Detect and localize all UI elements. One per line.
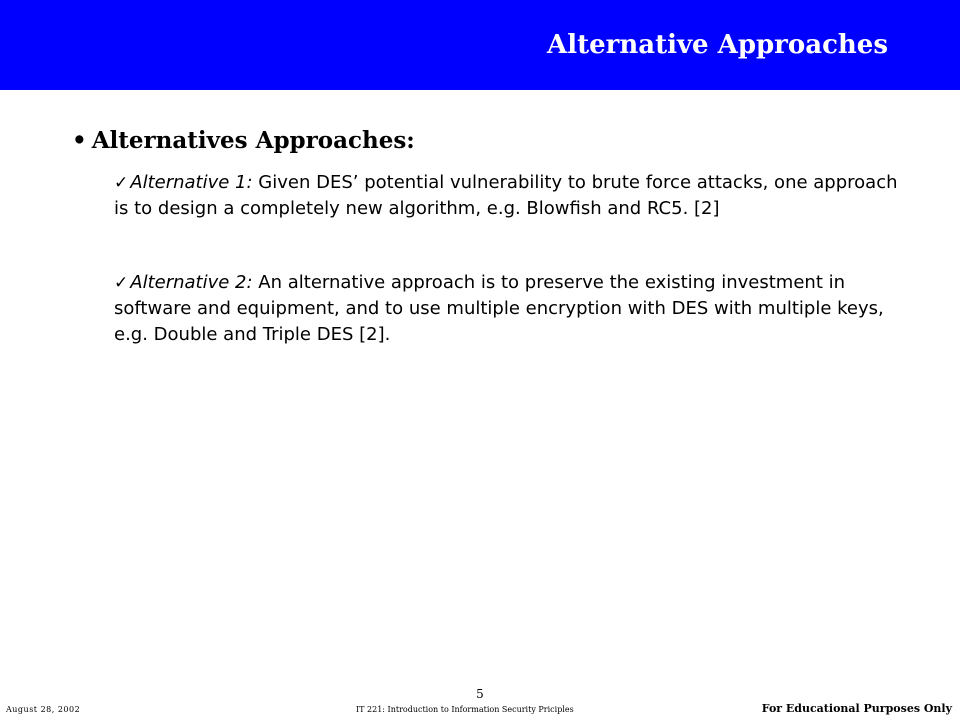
checkmark-icon: ✓ [114, 173, 129, 193]
item-label: Alternative 1: [130, 172, 253, 193]
bullet-heading-text: Alternatives Approaches: [91, 127, 415, 154]
page-number: 5 [476, 687, 484, 701]
checkmark-icon: ✓ [114, 273, 129, 293]
list-item-alternative-1 [114, 170, 904, 222]
item-text: Given DES’ potential vulnerability to brute force attacks, one approach is to design a completely new algorithm, e.g. Blowfish and RC5. [2] [114, 172, 898, 219]
slide-title: Alternative Approaches [547, 30, 888, 60]
footer-course: IT 221: Introduction to Information Security Priciples [356, 705, 574, 714]
item-text: An alternative approach is to preserve the existing investment in software and equipment, and to use multiple encryption with DES with multiple keys, e.g. Double and Triple DES [2]. [114, 272, 884, 345]
footer-date: August 28, 2002 [6, 705, 81, 714]
bullet-icon: • [72, 127, 87, 154]
item-label: Alternative 2: [130, 272, 253, 293]
footer-note: For Educational Purposes Only [761, 702, 952, 715]
bullet-heading [72, 127, 415, 154]
list-item-alternative-2 [114, 270, 904, 348]
